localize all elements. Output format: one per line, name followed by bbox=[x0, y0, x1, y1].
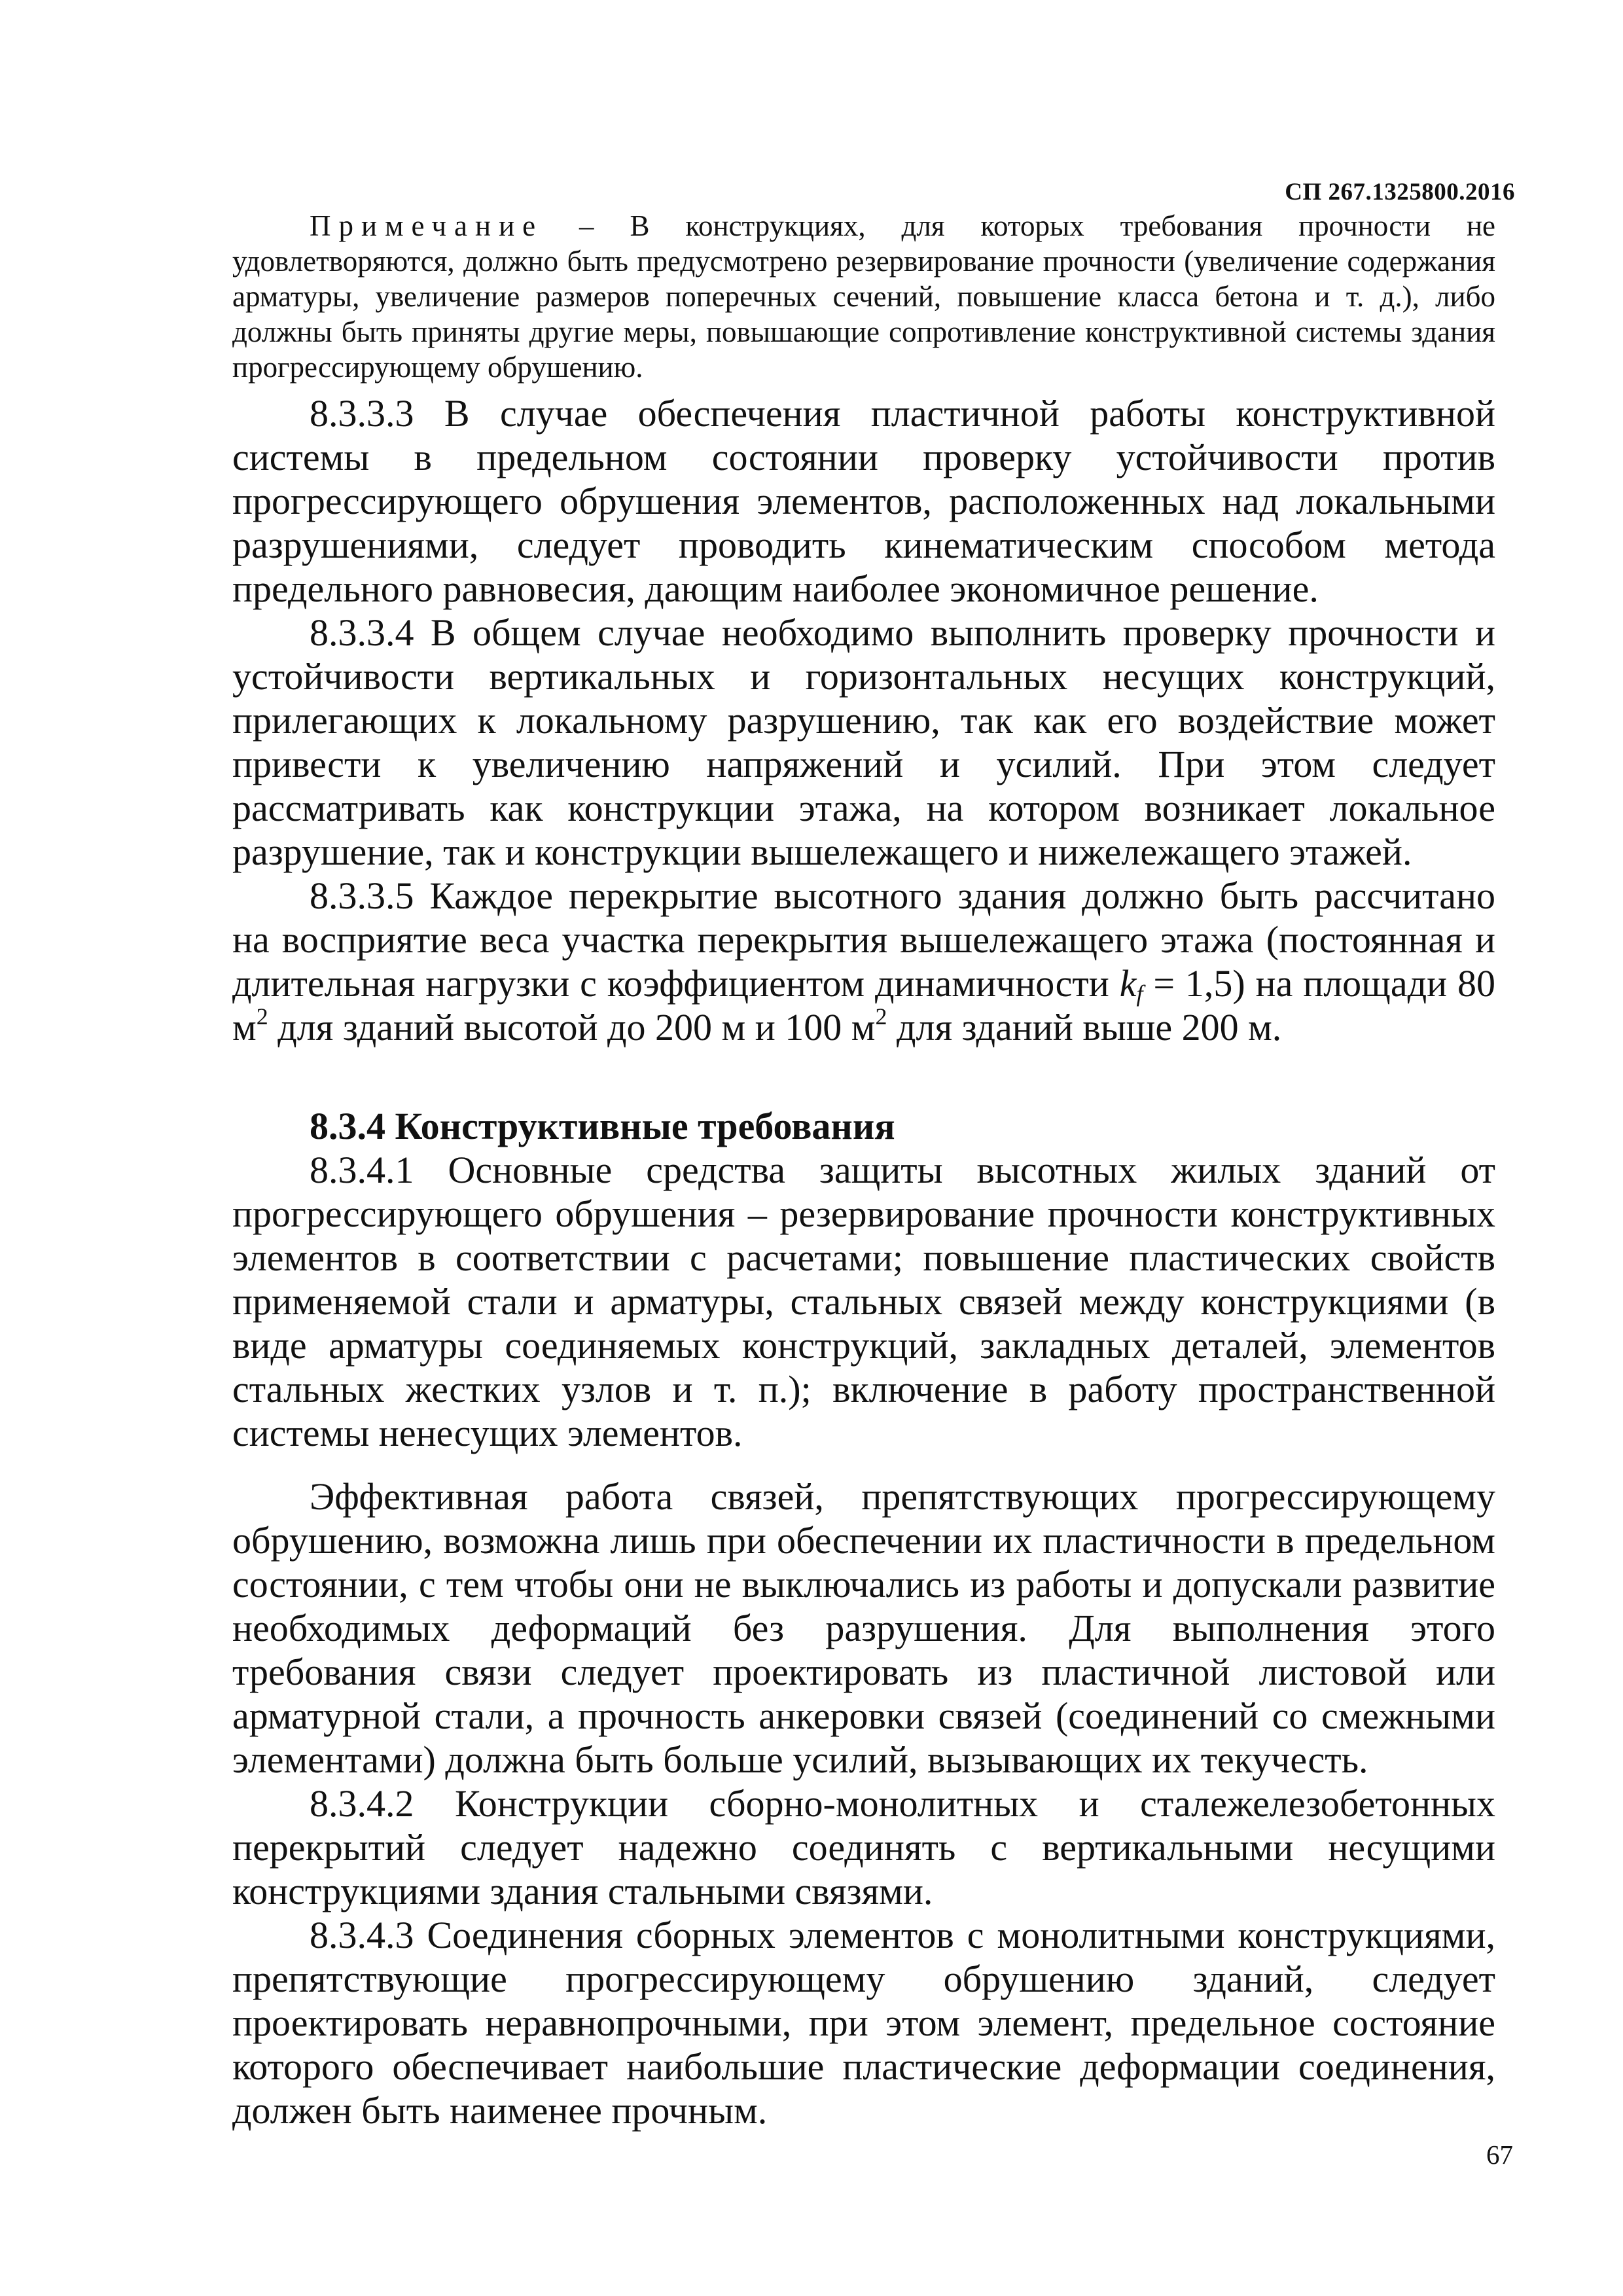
coefficient-subscript: f bbox=[1136, 980, 1143, 1007]
paragraph-effective-work: Эффективная работа связей, препятствующих прогрессирующему обрушению, возможна лишь при обеспечении их пластичности в предельном состоянии, с тем чтобы они не выключались из работы и допускали развитие необходимых деформаций без разрушения. Для выполнения этого требования связи следует проектировать из пластичной листовой или арматурной стали, а прочность анкеровки связей (соединений со смежными элементами) должна быть больше усилий, вызывающих их текучесть. bbox=[232, 1475, 1495, 1781]
paragraph-8-3-4-3: 8.3.4.3 Соединения сборных элементов с монолитными конструкциями, препятствующие прогрессирующему обрушению зданий, следует проектировать неравнопрочными, при этом элемент, предельное состояние которого обеспечивает наибольшие пластические деформации соединения, должен быть наименее прочным. bbox=[232, 1914, 1495, 2132]
square-superscript-1: 2 bbox=[256, 1003, 268, 1030]
paragraph-8-3-3-4: 8.3.3.4 В общем случае необходимо выполнить проверку прочности и устойчивости вертикальных и горизонтальных несущих конструкций, прилегающих к локальному разрушению, так как его воздействие может привести к увеличению напряжений и усилий. При этом следует рассматривать как конструкции этажа, на котором возникает локальное разрушение, так и конструкции вышележащего и нижележащего этажей. bbox=[232, 611, 1495, 873]
page-number: 67 bbox=[1486, 2140, 1513, 2170]
paragraph-8-3-3-5-part2: = 1,5) на площади 80 м bbox=[232, 962, 1495, 1049]
coefficient-symbol: k bbox=[1119, 962, 1137, 1005]
page-content bbox=[232, 208, 1495, 2132]
note-text: В конструкциях, для которых требования прочности не удовлетворяются, должно быть предусмотрено резервирование прочности (увеличение содержания арматуры, увеличение размеров поперечных сечений, повышение класса бетона и т. д.), либо должны быть приняты другие меры, повышающие сопротивление конструктивной системы здания прогрессирующему обрушению. bbox=[232, 209, 1496, 384]
paragraph-8-3-3-5-part1: 8.3.3.5 Каждое перекрытие высотного здания должно быть рассчитано на восприятие веса участка перекрытия вышележащего этажа (постоянная и длительная нагрузки с коэффициентом динамичности bbox=[232, 874, 1495, 1005]
paragraph-8-3-3-5-part3: для зданий высотой до 200 м и 100 м bbox=[268, 1006, 876, 1049]
note-dash: – bbox=[543, 209, 630, 242]
paragraph-8-3-3-5-part4: для зданий выше 200 м. bbox=[887, 1006, 1282, 1049]
note-label: Примечание bbox=[310, 209, 544, 242]
paragraph-8-3-3-3: 8.3.3.3 В случае обеспечения пластичной работы конструктивной системы в предельном состоянии проверку устойчивости против прогрессирующего обрушения элементов, расположенных над локальными разрушениями, следует проводить кинематическим способом метода предельного равновесия, дающим наиболее экономичное решение. bbox=[232, 392, 1495, 610]
paragraph-8-3-4-1: 8.3.4.1 Основные средства защиты высотных жилых зданий от прогрессирующего обрушения – резервирование прочности конструктивных элементов в соответствии с расчетами; повышение пластических свойств применяемой стали и арматуры, стальных связей между конструкциями (в виде арматуры соединяемых конструкций, закладных деталей, элементов стальных жестких узлов и т. п.); включение в работу пространственной системы ненесущих элементов. bbox=[232, 1149, 1495, 1454]
section-heading-8-3-4: 8.3.4 Конструктивные требования bbox=[310, 1105, 895, 1147]
square-superscript-2: 2 bbox=[875, 1003, 887, 1030]
note-paragraph bbox=[232, 208, 1495, 385]
paragraph-8-3-3-5 bbox=[232, 874, 1495, 1049]
paragraph-8-3-4-2: 8.3.4.2 Конструкции сборно-монолитных и сталежелезобетонных перекрытий следует надежно соединять с вертикальными несущими конструкциями здания стальными связями. bbox=[232, 1782, 1495, 1912]
document-code: СП 267.1325800.2016 bbox=[1285, 179, 1515, 206]
